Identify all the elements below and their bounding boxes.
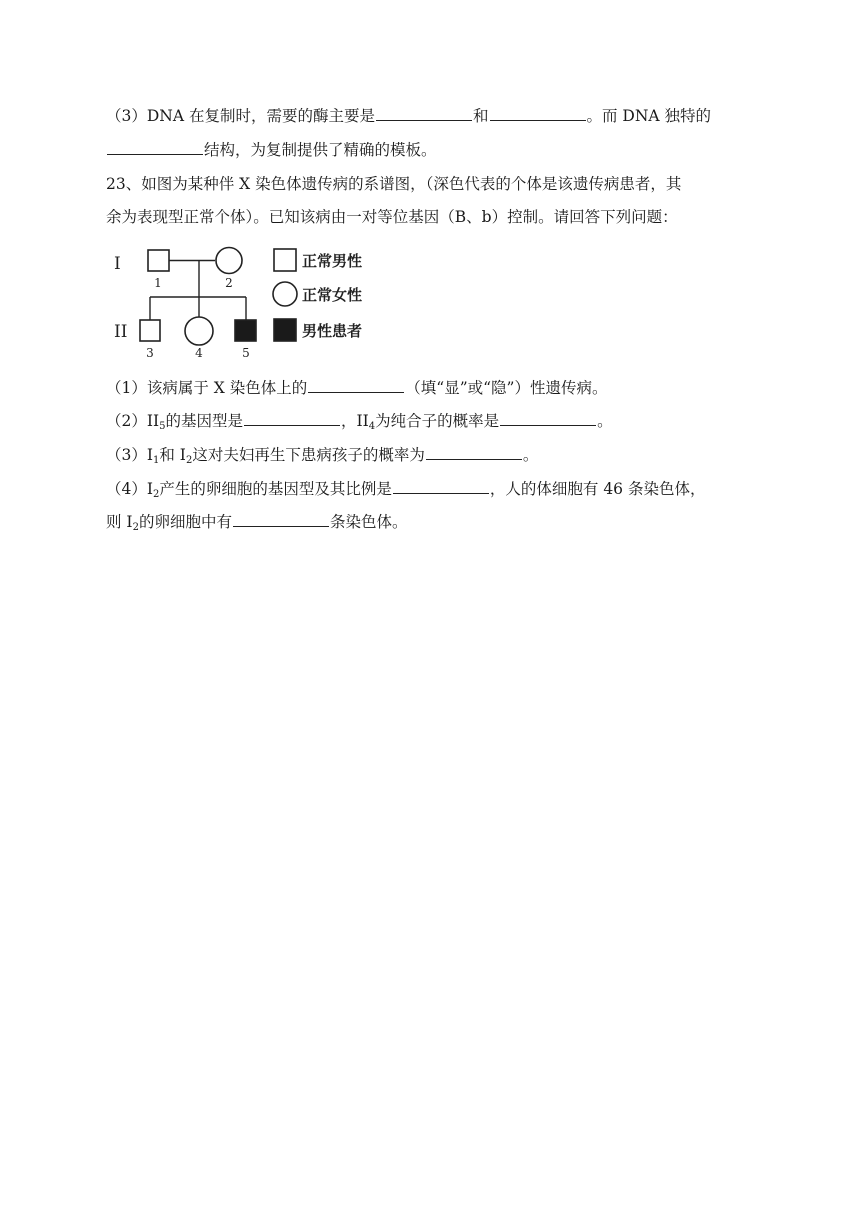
id-label: 1	[154, 276, 162, 290]
text: ，人的体细胞有 46 条染色体，	[489, 480, 706, 498]
subscript: 2	[185, 455, 193, 466]
q23-4-line2	[106, 512, 407, 532]
q22-3-line2	[106, 140, 437, 160]
text: 结构，为复制提供了精确的模板。	[204, 141, 437, 159]
q22-3-line1	[106, 106, 711, 126]
text: 这对夫妇再生下患病孩子的概率为	[192, 446, 425, 464]
legend-normal-male-symbol	[274, 249, 296, 271]
individual-II3-male	[140, 320, 160, 341]
text: （1）该病属于 X 染色体上的	[106, 379, 308, 397]
id-label: 3	[146, 346, 154, 360]
text: （3）DNA 在复制时，需要的酶主要是	[106, 107, 375, 125]
answer-blank[interactable]	[107, 140, 203, 155]
text: 则 I	[106, 513, 133, 531]
subscript: 1	[153, 455, 160, 466]
text: 产生的卵细胞的基因型及其比例是	[159, 480, 392, 498]
id-label: 5	[242, 346, 250, 360]
subscript: 4	[368, 421, 376, 432]
q23-3-line	[106, 445, 538, 465]
legend-normal-female-symbol	[273, 282, 297, 306]
answer-blank[interactable]	[426, 445, 522, 460]
text: ，II	[341, 412, 369, 430]
subscript: 2	[153, 489, 160, 500]
text: 的卵细胞中有	[138, 513, 232, 531]
text: 条染色体。	[329, 513, 408, 531]
answer-blank[interactable]	[244, 411, 340, 426]
generation-label-2: II	[114, 322, 128, 342]
text: 和 I	[159, 446, 186, 464]
individual-II4-female	[185, 317, 213, 345]
answer-blank[interactable]	[490, 106, 586, 121]
individual-II5-affected-male	[235, 320, 256, 341]
text: 。而 DNA 独特的	[586, 107, 712, 125]
q23-intro-line1: 23、如图为某种伴 X 染色体遗传病的系谱图，（深色代表的个体是该遗传病患者，其	[106, 175, 682, 193]
answer-blank[interactable]	[308, 378, 404, 393]
pedigree-chart	[106, 236, 406, 366]
subscript: 2	[132, 522, 139, 533]
text: 为纯合子的概率是	[375, 412, 500, 430]
q23-1-line	[106, 378, 607, 398]
text: （2）II	[106, 412, 160, 430]
answer-blank[interactable]	[500, 411, 596, 426]
text: （3）I	[106, 446, 153, 464]
text: 的基因型是	[165, 412, 243, 430]
individual-I2-female	[216, 248, 242, 274]
text: 和	[472, 107, 489, 125]
individual-I1-male	[148, 250, 169, 271]
subscript: 5	[159, 421, 166, 432]
text: （4）I	[106, 480, 153, 498]
text: 。	[597, 412, 613, 430]
answer-blank[interactable]	[233, 512, 329, 527]
legend-normal-male: 正常男性	[302, 252, 363, 270]
id-label: 4	[195, 346, 203, 360]
text: 。	[522, 446, 539, 464]
q23-2-line	[106, 411, 613, 431]
answer-blank[interactable]	[376, 106, 472, 121]
legend-affected-male: 男性患者	[302, 322, 363, 340]
q23-4-line1	[106, 479, 705, 499]
generation-label-1: I	[114, 254, 121, 274]
id-label: 2	[225, 276, 233, 290]
legend-affected-male-symbol	[274, 319, 296, 341]
answer-blank[interactable]	[393, 479, 489, 494]
q23-intro-line2: 余为表现型正常个体）。已知该病由一对等位基因（B、b）控制。请回答下列问题：	[106, 208, 678, 226]
text: （填“显”或“隐”）性遗传病。	[405, 379, 608, 397]
legend-normal-female: 正常女性	[302, 286, 363, 304]
